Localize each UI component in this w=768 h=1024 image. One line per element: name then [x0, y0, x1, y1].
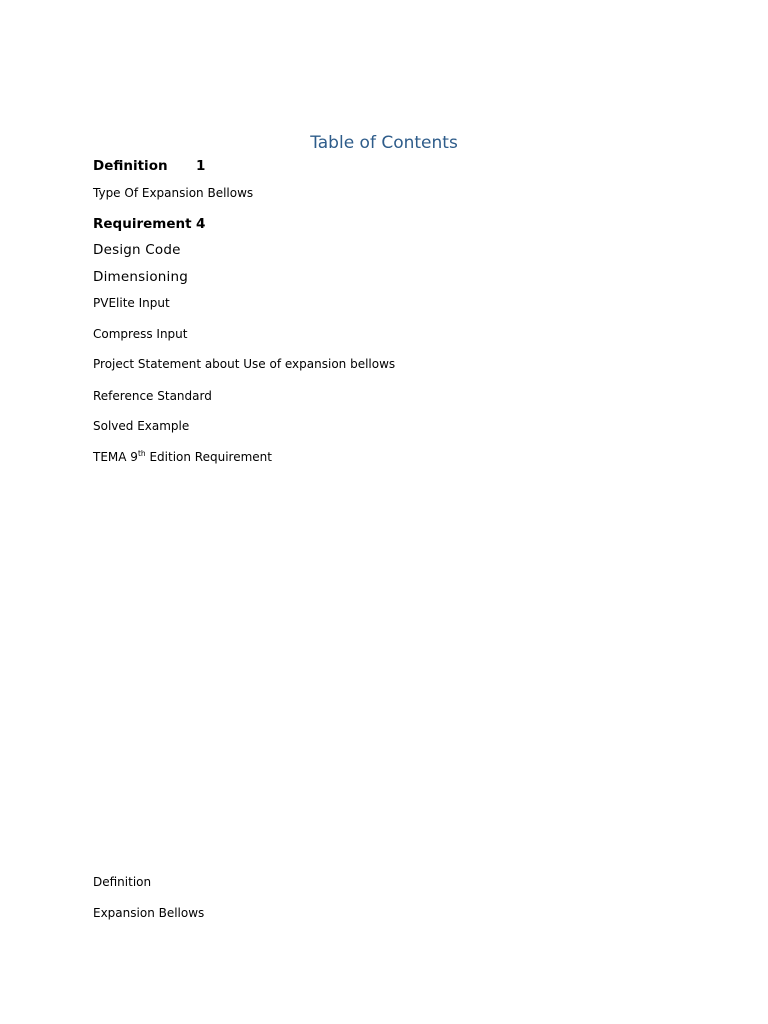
toc-entry-design-code[interactable]: Design Code [93, 242, 181, 258]
toc-entry-compress-input[interactable]: Compress Input [93, 327, 188, 341]
subsection-heading-expansion-bellows: Expansion Bellows [93, 906, 205, 920]
toc-entry-pvelite-input[interactable]: PVElite Input [93, 296, 170, 310]
toc-entry-label: Requirement [93, 216, 192, 232]
toc-entry-label: Definition [93, 158, 168, 174]
toc-entry-page-number: 1 [196, 158, 206, 174]
toc-entry-solved-example[interactable]: Solved Example [93, 419, 190, 433]
toc-entry-project-statement[interactable]: Project Statement about Use of expansion bellows [93, 357, 396, 371]
toc-title: Table of Contents [310, 133, 458, 153]
toc-entry-type-of-expansion-bellows[interactable]: Type Of Expansion Bellows [93, 186, 254, 200]
section-heading-definition: Definition [93, 875, 152, 889]
toc-entry-dimensioning[interactable]: Dimensioning [93, 269, 189, 285]
toc-entry-reference-standard[interactable]: Reference Standard [93, 389, 212, 403]
toc-entry-tema-requirement[interactable] [93, 450, 272, 464]
toc-entry-requirement[interactable] [93, 216, 206, 232]
toc-entry-definition[interactable] [93, 158, 206, 174]
toc-entry-page-number: 4 [196, 216, 206, 232]
ordinal-superscript: th [137, 449, 146, 458]
toc-entry-label-suffix: Edition Requirement [145, 450, 272, 464]
toc-entry-label-prefix: TEMA 9 [93, 450, 138, 464]
